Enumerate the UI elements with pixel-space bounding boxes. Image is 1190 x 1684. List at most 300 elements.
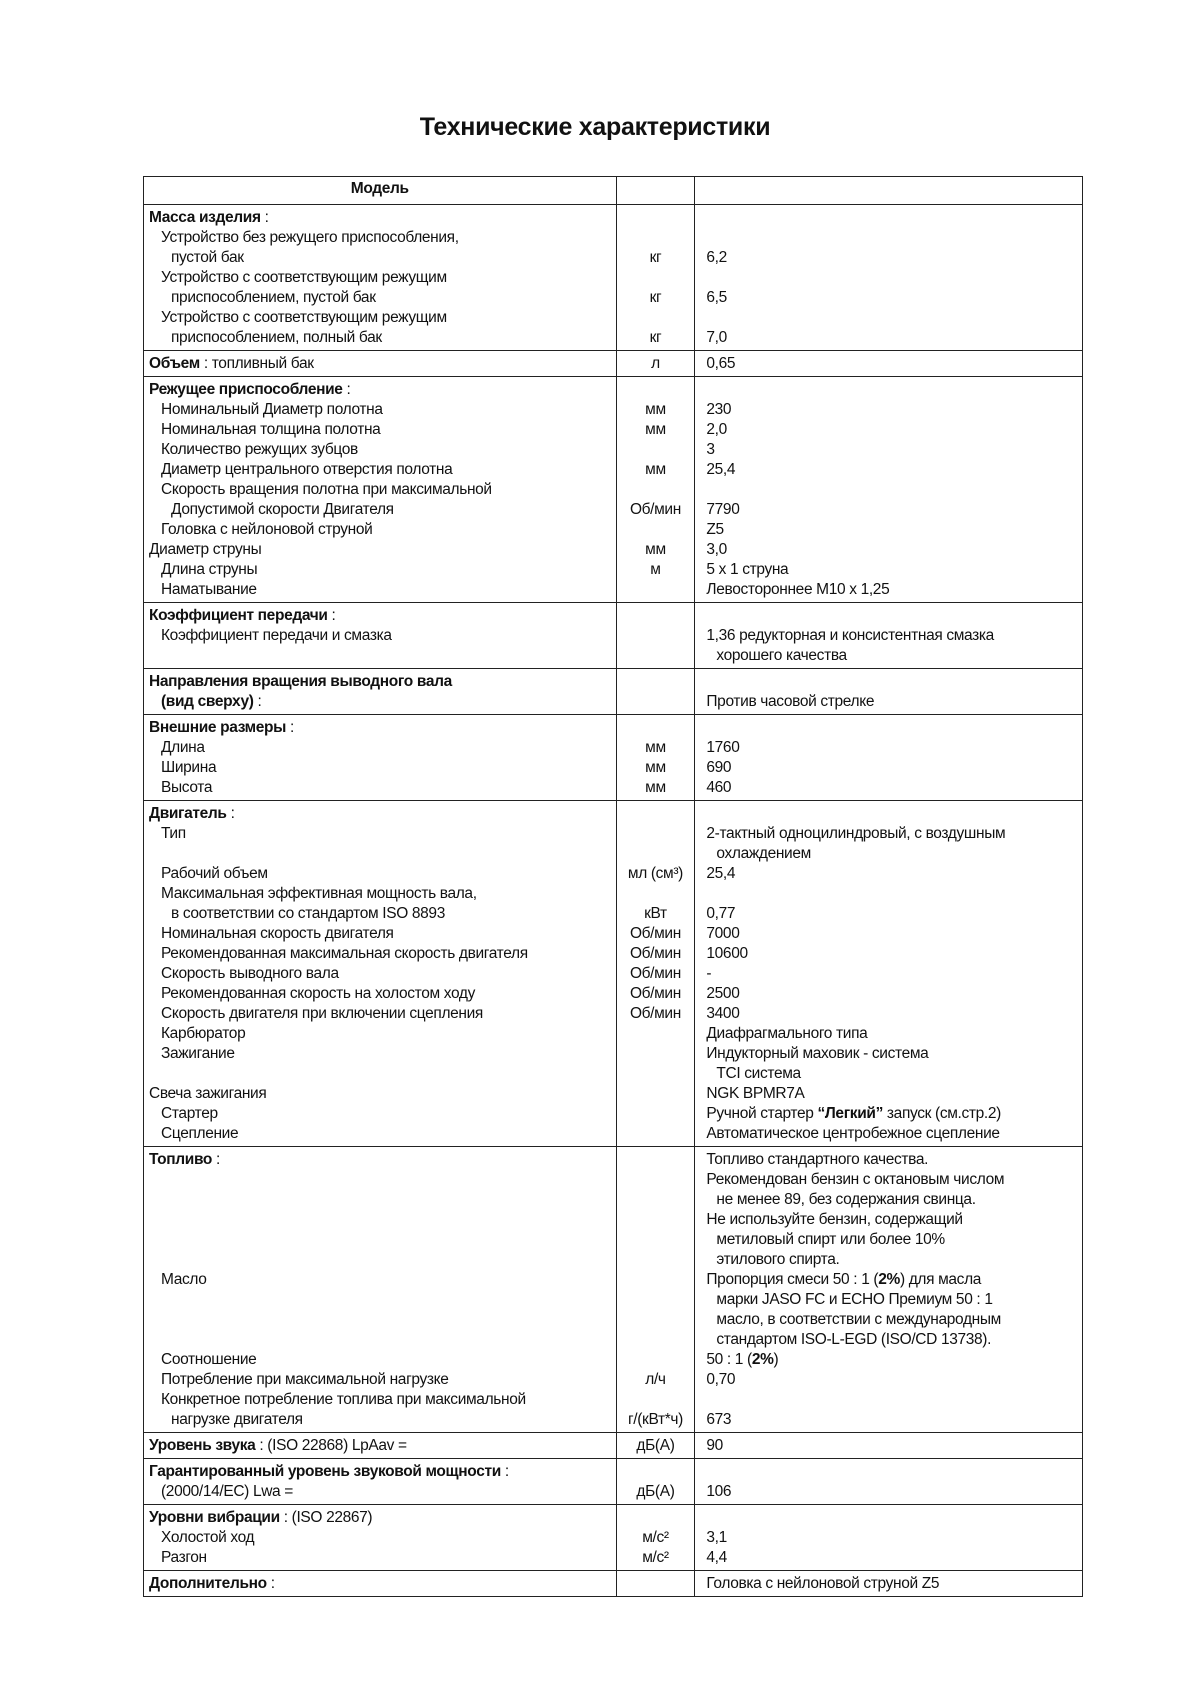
spec-label [144, 1370, 616, 1390]
spec-value [695, 1574, 1082, 1594]
spec-value-text: 0,77 [706, 905, 736, 922]
spec-value-text: 5 x 1 струна [706, 561, 789, 578]
spec-value-text: 25,4 [706, 461, 736, 478]
spec-label-text: Разгон [161, 1549, 207, 1566]
spec-unit [617, 580, 695, 600]
spec-label-text: Допустимой скорости Двигателя [171, 501, 394, 518]
spec-label-text: Длина струны [161, 561, 258, 578]
spec-value-text: этилового спирта. [716, 1251, 840, 1268]
spec-unit [617, 778, 695, 798]
spec-unit [617, 1508, 695, 1528]
spec-value [695, 758, 1082, 778]
spec-label-text: Длина [161, 739, 205, 756]
label-cell [144, 715, 617, 801]
spec-value [695, 208, 1082, 228]
spec-value [695, 520, 1082, 540]
spec-label-text: Свеча зажигания [149, 1085, 267, 1102]
spec-value [695, 718, 1082, 738]
spec-label [144, 844, 616, 864]
spec-unit [617, 1290, 695, 1310]
spec-value [695, 1350, 1082, 1370]
spec-label-text: : [286, 719, 294, 736]
spec-label-text: : [226, 805, 235, 822]
spec-label [144, 1024, 616, 1044]
spec-label-bold: Внешние размеры [149, 719, 287, 736]
spec-unit [617, 1064, 695, 1084]
unit-cell [616, 669, 695, 715]
spec-value-text: Пропорция смеси 50 : 1 ( [706, 1271, 879, 1288]
label-cell [144, 1571, 617, 1597]
spec-label [144, 440, 616, 460]
spec-label [144, 354, 616, 374]
spec-label [144, 626, 616, 646]
spec-value-text: Рекомендован бензин с октановым числом [706, 1171, 1005, 1188]
spec-unit-text: дБ(A) [636, 1483, 675, 1500]
spec-value-text: Головка с нейлоновой струной Z5 [706, 1575, 940, 1592]
spec-label [144, 1044, 616, 1064]
value-cell [695, 1459, 1083, 1505]
spec-value [695, 308, 1082, 328]
spec-unit [617, 520, 695, 540]
spec-section-row [144, 715, 1083, 801]
spec-label-text: Устройство с соответствующим режущим [161, 269, 447, 286]
spec-value-text: 6,5 [706, 289, 727, 306]
spec-unit [617, 884, 695, 904]
spec-label-text: : (ISO 22867) [279, 1509, 373, 1526]
spec-value [695, 1084, 1082, 1104]
spec-value-text: TCI система [716, 1065, 801, 1082]
spec-section-row [144, 1433, 1083, 1459]
spec-label [144, 1170, 616, 1190]
spec-unit-text: Об/мин [629, 925, 681, 942]
spec-unit-text: м [650, 561, 661, 578]
spec-unit [617, 1104, 695, 1124]
spec-section-row [144, 1459, 1083, 1505]
value-cell [695, 801, 1083, 1147]
spec-value-text: 1,36 редукторная и консистентная смазка [706, 627, 994, 644]
spec-unit-text: мм [645, 759, 666, 776]
spec-value [695, 1462, 1082, 1482]
spec-label [144, 1462, 616, 1482]
spec-label [144, 268, 616, 288]
spec-value [695, 1528, 1082, 1548]
spec-label-text: нагрузке двигателя [171, 1411, 303, 1428]
spec-label-text: приспособлением, полный бак [171, 329, 382, 346]
spec-label-text: Зажигание [161, 1045, 235, 1062]
spec-label [144, 460, 616, 480]
unit-cell [616, 377, 695, 603]
spec-value [695, 1230, 1082, 1250]
spec-unit [617, 308, 695, 328]
spec-section-row [144, 205, 1083, 351]
spec-label-text: Масло [161, 1271, 207, 1288]
spec-value [695, 1270, 1082, 1290]
spec-label-text: Устройство с соответствующим режущим [161, 309, 447, 326]
spec-label [144, 1250, 616, 1270]
spec-label [144, 904, 616, 924]
value-cell [695, 1571, 1083, 1597]
spec-label [144, 964, 616, 984]
spec-unit-text: дБ(A) [636, 1437, 675, 1454]
spec-unit [617, 758, 695, 778]
value-cell [695, 205, 1083, 351]
header-unit [616, 177, 695, 205]
spec-label-text: Скорость вращения полотна при максимальной [161, 481, 492, 498]
spec-unit [617, 1210, 695, 1230]
spec-label [144, 606, 616, 626]
value-cell [695, 351, 1083, 377]
spec-value-text: Автоматическое центробежное сцепление [706, 1125, 1000, 1142]
spec-value [695, 480, 1082, 500]
spec-label [144, 672, 616, 692]
spec-value [695, 1482, 1082, 1502]
label-cell [144, 351, 617, 377]
spec-value-text: масло, в соответствии с международным [716, 1311, 1001, 1328]
spec-value-text: запуск (см.стр.2) [882, 1105, 1001, 1122]
label-cell [144, 1147, 617, 1433]
spec-section-row [144, 1505, 1083, 1571]
spec-value-text: 3400 [706, 1005, 740, 1022]
spec-label-text: Сцепление [161, 1125, 239, 1142]
spec-value [695, 1150, 1082, 1170]
spec-unit [617, 646, 695, 666]
spec-value [695, 1548, 1082, 1568]
spec-unit [617, 944, 695, 964]
spec-value [695, 844, 1082, 864]
spec-table [143, 176, 1083, 1597]
spec-value-text: 7,0 [706, 329, 727, 346]
spec-value [695, 672, 1082, 692]
spec-label [144, 1190, 616, 1210]
spec-unit-text: мм [645, 739, 666, 756]
spec-label-text: : [266, 1575, 275, 1592]
spec-value [695, 288, 1082, 308]
spec-value-text: 2500 [706, 985, 740, 1002]
spec-unit-text: м/с² [642, 1529, 669, 1546]
spec-label [144, 500, 616, 520]
spec-value [695, 328, 1082, 348]
spec-unit-text: Об/мин [629, 1005, 681, 1022]
spec-label [144, 924, 616, 944]
spec-unit [617, 904, 695, 924]
spec-label-text: Высота [161, 779, 213, 796]
spec-label-text: Скорость выводного вала [161, 965, 339, 982]
spec-label-text: приспособлением, пустой бак [171, 289, 376, 306]
spec-value-text: 3,0 [706, 541, 727, 558]
spec-value-text: хорошего качества [716, 647, 847, 664]
unit-cell [616, 801, 695, 1147]
spec-label [144, 1150, 616, 1170]
spec-value [695, 1370, 1082, 1390]
spec-value [695, 1024, 1082, 1044]
spec-value [695, 228, 1082, 248]
spec-value [695, 354, 1082, 374]
unit-cell [616, 715, 695, 801]
spec-unit [617, 1310, 695, 1330]
spec-label-bold: Режущее приспособление [149, 381, 343, 398]
label-cell [144, 205, 617, 351]
spec-unit [617, 964, 695, 984]
spec-label [144, 288, 616, 308]
spec-section-row [144, 351, 1083, 377]
spec-label [144, 1330, 616, 1350]
spec-label [144, 1574, 616, 1594]
spec-value-text: 3,1 [706, 1529, 727, 1546]
spec-value [695, 1290, 1082, 1310]
spec-unit [617, 718, 695, 738]
spec-label-bold: Коэффициент передачи [149, 607, 328, 624]
spec-unit [617, 1330, 695, 1350]
spec-value [695, 904, 1082, 924]
value-cell [695, 377, 1083, 603]
spec-value-text: метиловый спирт или более 10% [716, 1231, 945, 1248]
spec-label [144, 1210, 616, 1230]
spec-unit-text: м/с² [642, 1549, 669, 1566]
spec-value [695, 380, 1082, 400]
spec-label-text: Тип [161, 825, 186, 842]
spec-value-text: марки JASO FC и ECHO Премиум 50 : 1 [716, 1291, 993, 1308]
spec-unit [617, 626, 695, 646]
spec-unit-text: Об/мин [629, 501, 681, 518]
spec-value [695, 824, 1082, 844]
spec-unit [617, 380, 695, 400]
unit-cell [616, 1459, 695, 1505]
label-cell [144, 1505, 617, 1571]
spec-label [144, 758, 616, 778]
spec-unit-text: мл (см³) [627, 865, 683, 882]
spec-unit [617, 1230, 695, 1250]
spec-unit [617, 804, 695, 824]
spec-label-text: пустой бак [171, 249, 244, 266]
spec-unit [617, 228, 695, 248]
spec-value [695, 1330, 1082, 1350]
spec-unit [617, 1270, 695, 1290]
spec-value [695, 1436, 1082, 1456]
spec-value [695, 1310, 1082, 1330]
spec-value-text: 1760 [706, 739, 740, 756]
spec-label-bold: Масса изделия [149, 209, 261, 226]
spec-value-text: 10600 [706, 945, 748, 962]
spec-unit-text: кг [649, 289, 662, 306]
spec-label-text: Соотношение [161, 1351, 257, 1368]
spec-value-text: 90 [706, 1437, 723, 1454]
spec-unit [617, 1482, 695, 1502]
spec-label [144, 1290, 616, 1310]
label-cell [144, 377, 617, 603]
spec-value-text: 2,0 [706, 421, 727, 438]
spec-unit [617, 248, 695, 268]
spec-value-text: NGK BPMR7A [706, 1085, 805, 1102]
spec-label [144, 380, 616, 400]
spec-unit [617, 208, 695, 228]
spec-unit-text: мм [645, 401, 666, 418]
spec-unit [617, 606, 695, 626]
spec-unit [617, 1084, 695, 1104]
spec-unit [617, 1190, 695, 1210]
spec-label [144, 308, 616, 328]
spec-unit [617, 924, 695, 944]
spec-section-row [144, 801, 1083, 1147]
spec-value [695, 500, 1082, 520]
spec-unit [617, 1350, 695, 1370]
spec-unit [617, 1370, 695, 1390]
unit-cell [616, 205, 695, 351]
spec-label [144, 580, 616, 600]
spec-unit [617, 420, 695, 440]
spec-value [695, 1044, 1082, 1064]
spec-value [695, 1190, 1082, 1210]
spec-section-row [144, 1571, 1083, 1597]
spec-label [144, 520, 616, 540]
spec-value-text: ) [773, 1351, 779, 1368]
label-cell [144, 1459, 617, 1505]
spec-label [144, 540, 616, 560]
spec-label-bold: Уровень звука [149, 1437, 256, 1454]
spec-value-text: охлаждением [716, 845, 811, 862]
spec-label-text: Рабочий объем [161, 865, 268, 882]
spec-label-text: : [500, 1463, 509, 1480]
spec-unit-text: Об/мин [629, 965, 681, 982]
value-cell [695, 715, 1083, 801]
spec-label [144, 1084, 616, 1104]
spec-label-text: Максимальная эффективная мощность вала, [161, 885, 477, 902]
spec-unit [617, 1150, 695, 1170]
spec-label [144, 480, 616, 500]
spec-value [695, 984, 1082, 1004]
spec-value-text: 25,4 [706, 865, 736, 882]
spec-label [144, 646, 616, 666]
spec-label [144, 1004, 616, 1024]
spec-value-text: Топливо стандартного качества. [706, 1151, 929, 1168]
label-cell [144, 603, 617, 669]
spec-value-text: - [706, 965, 712, 982]
spec-label-text: : (ISO 22868) LpAav = [255, 1437, 407, 1454]
spec-value [695, 1250, 1082, 1270]
spec-unit [617, 460, 695, 480]
spec-value-text: 50 : 1 ( [706, 1351, 752, 1368]
unit-cell [616, 1505, 695, 1571]
spec-value [695, 1390, 1082, 1410]
header-value [695, 177, 1083, 205]
value-cell [695, 603, 1083, 669]
unit-cell [616, 603, 695, 669]
spec-value [695, 944, 1082, 964]
label-cell [144, 1433, 617, 1459]
spec-value [695, 1508, 1082, 1528]
spec-value [695, 864, 1082, 884]
spec-label-text: Номинальная скорость двигателя [161, 925, 394, 942]
spec-label-text: : [260, 209, 269, 226]
spec-unit [617, 288, 695, 308]
spec-label [144, 420, 616, 440]
spec-value [695, 460, 1082, 480]
spec-value [695, 400, 1082, 420]
spec-value-text: 106 [706, 1483, 732, 1500]
spec-unit-text: кг [649, 329, 662, 346]
spec-label [144, 1310, 616, 1330]
spec-label [144, 738, 616, 758]
spec-value-text: 7790 [706, 501, 740, 518]
spec-value-text: Z5 [706, 521, 724, 538]
spec-label-text: Устройство без режущего приспособления, [161, 229, 459, 246]
spec-unit-text: мм [645, 541, 666, 558]
spec-unit [617, 824, 695, 844]
spec-label [144, 1528, 616, 1548]
label-cell [144, 669, 617, 715]
spec-unit [617, 328, 695, 348]
spec-value [695, 440, 1082, 460]
spec-label-text: Номинальная толщина полотна [161, 421, 381, 438]
spec-unit [617, 864, 695, 884]
spec-value [695, 1170, 1082, 1190]
spec-value-text: 690 [706, 759, 732, 776]
spec-value [695, 606, 1082, 626]
spec-label-text: Головка с нейлоновой струной [161, 521, 373, 538]
spec-label-text: Наматывание [161, 581, 257, 598]
spec-unit [617, 1548, 695, 1568]
spec-label-bold: Объем [149, 355, 200, 372]
spec-unit [617, 1044, 695, 1064]
unit-cell [616, 1433, 695, 1459]
spec-label-text: Холостой ход [161, 1529, 255, 1546]
spec-unit [617, 1250, 695, 1270]
spec-label [144, 1270, 616, 1290]
spec-label-bold: Двигатель [149, 805, 227, 822]
spec-label [144, 1390, 616, 1410]
spec-value-text: не менее 89, без содержания свинца. [716, 1191, 976, 1208]
spec-unit [617, 540, 695, 560]
spec-value [695, 1004, 1082, 1024]
spec-section-row [144, 669, 1083, 715]
spec-label [144, 1064, 616, 1084]
spec-label [144, 228, 616, 248]
spec-value-text: 3 [706, 441, 715, 458]
spec-value-bold: “Легкий” [817, 1105, 883, 1122]
spec-value [695, 884, 1082, 904]
spec-unit [617, 1170, 695, 1190]
spec-unit-text: г/(кВт*ч) [627, 1411, 683, 1428]
spec-label-text: Скорость двигателя при включении сцепления [161, 1005, 483, 1022]
spec-value [695, 1210, 1082, 1230]
spec-value [695, 580, 1082, 600]
header-model: Модель [144, 177, 617, 205]
spec-label [144, 208, 616, 228]
spec-value-text: 0,70 [706, 1371, 736, 1388]
spec-unit-text: мм [645, 421, 666, 438]
spec-label [144, 884, 616, 904]
spec-section-row [144, 377, 1083, 603]
spec-unit [617, 844, 695, 864]
spec-value [695, 420, 1082, 440]
spec-label-text: Стартер [161, 1105, 218, 1122]
spec-value-text: Диафрагмального типа [706, 1025, 868, 1042]
spec-label-text: : [327, 607, 336, 624]
spec-value-text: Против часовой стрелке [706, 693, 875, 710]
spec-unit [617, 672, 695, 692]
spec-value-text: ) для масла [899, 1271, 982, 1288]
spec-label-text: Карбюратор [161, 1025, 246, 1042]
spec-value-text: Не используйте бензин, содержащий [706, 1211, 963, 1228]
spec-label [144, 1482, 616, 1502]
spec-label [144, 1124, 616, 1144]
spec-label-text: Ширина [161, 759, 217, 776]
spec-value-bold: 2% [751, 1351, 774, 1368]
spec-value-text: стандартом ISO-L-EGD (ISO/CD 13738). [716, 1331, 992, 1348]
spec-unit [617, 440, 695, 460]
spec-value [695, 1124, 1082, 1144]
spec-label-text: Диаметр струны [149, 541, 262, 558]
spec-label-text: Количество режущих зубцов [161, 441, 358, 458]
